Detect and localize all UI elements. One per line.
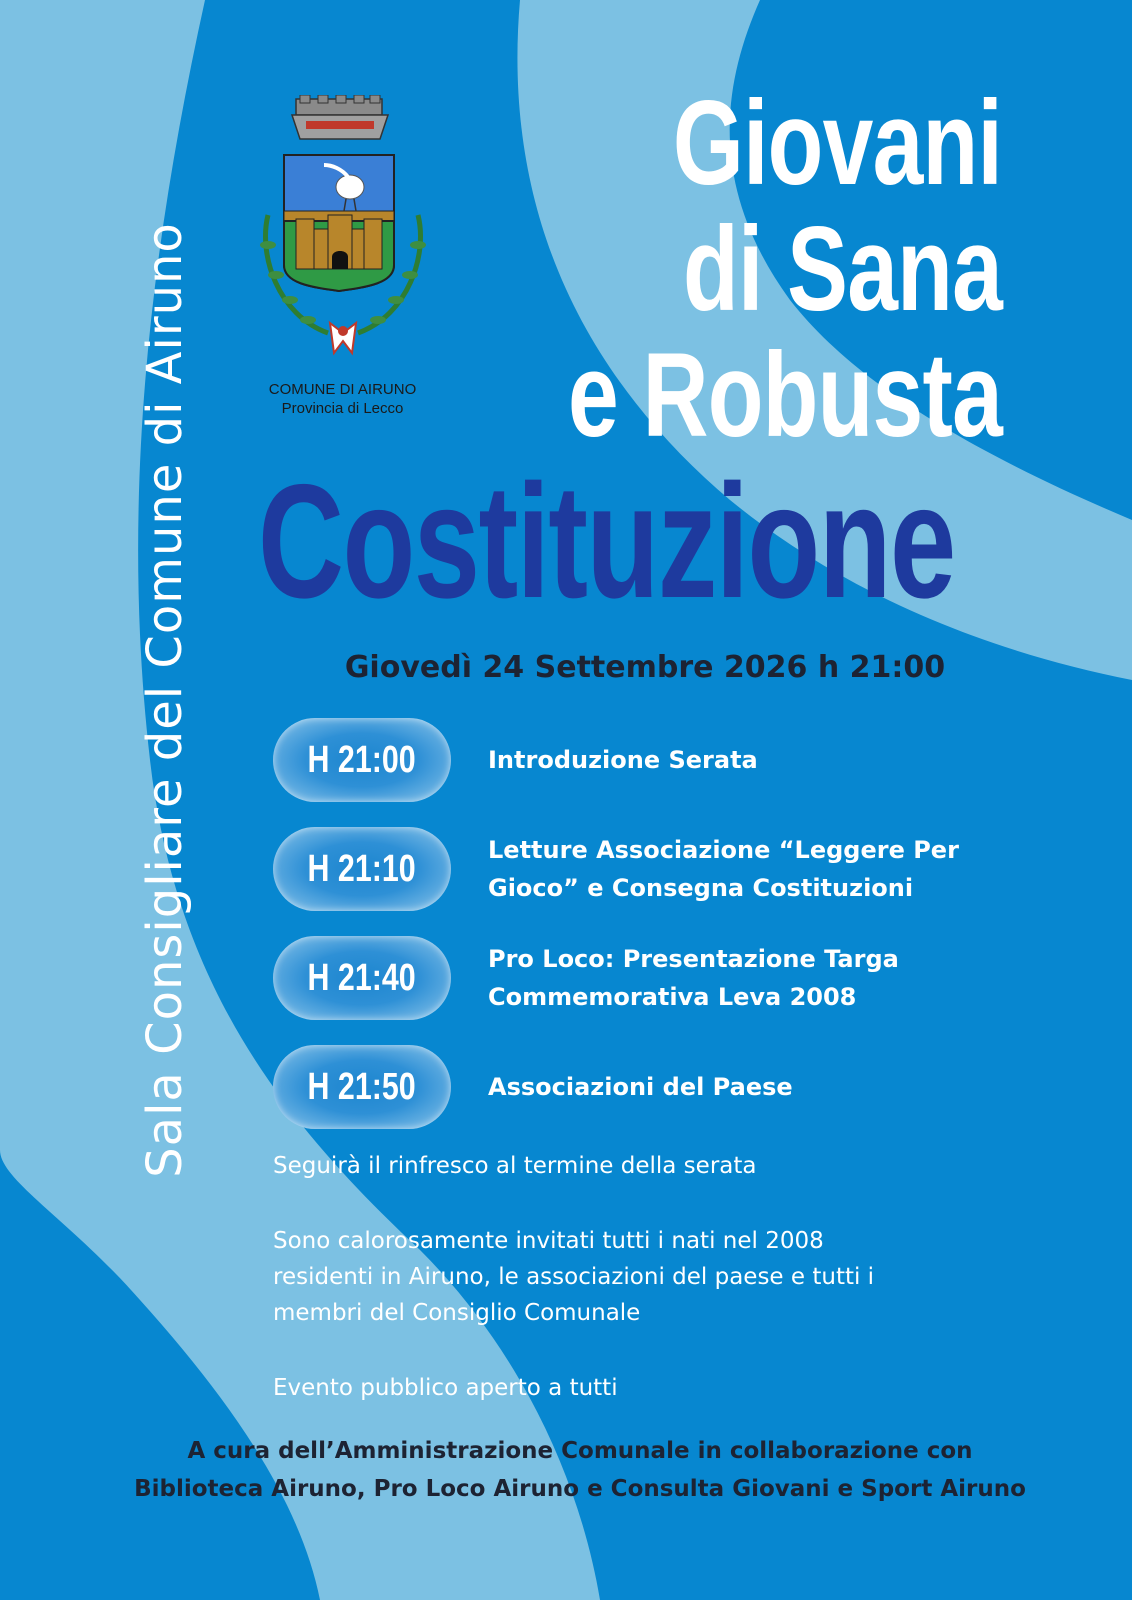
time-label: H 21:00 [307, 738, 417, 781]
side-venue-text: Sala Consigliare del Comune di Airuno [137, 222, 193, 1178]
title-line-1: Giovani [672, 76, 1002, 210]
title-highlight: Costituzione [258, 451, 955, 632]
footer-line-2: Biblioteca Airuno, Pro Loco Airuno e Consulta Giovani e Sport Airuno [134, 1476, 1026, 1502]
title-line-2: di Sana [682, 202, 1002, 336]
title-line-3: e Robusta [567, 328, 1002, 462]
crest-caption [235, 380, 450, 418]
schedule-item [273, 936, 1073, 1022]
invitation-note: Sono calorosamente invitati tutti i nati nel 2008 residenti in Airuno, le associazioni del paese e tutti i membri del Consiglio Comunale [273, 1228, 875, 1326]
event-date: Giovedì 24 Settembre 2026 h 21:00 [344, 650, 946, 685]
time-label: H 21:50 [307, 1065, 417, 1108]
crest-caption-province: Provincia di Lecco [281, 400, 404, 417]
event-title [567, 76, 1002, 462]
schedule-item [273, 827, 1073, 913]
time-badge [273, 1045, 451, 1129]
time-label: H 21:40 [307, 956, 417, 999]
schedule-description: Letture Associazione “Leggere Per Gioco” e Consegna Costituzioni [488, 836, 959, 902]
schedule-item [273, 718, 1073, 804]
time-badge [273, 936, 451, 1020]
footer-line-1: A cura dell’Amministrazione Comunale in collaborazione con [187, 1438, 973, 1464]
time-badge [273, 718, 451, 802]
municipal-crest-icon [248, 95, 438, 375]
schedule-description: Associazioni del Paese [488, 1073, 793, 1101]
time-label: H 21:10 [307, 847, 417, 890]
organizers-footer [100, 1432, 1060, 1508]
crest-caption-municipality: COMUNE DI AIRUNO [268, 381, 417, 398]
schedule-description: Pro Loco: Presentazione Targa Commemorativa Leva 2008 [488, 945, 899, 1011]
schedule-description: Introduzione Serata [488, 746, 758, 774]
time-badge [273, 827, 451, 911]
refreshment-note: Seguirà il rinfresco al termine della serata [273, 1153, 757, 1179]
schedule-item [273, 1045, 1073, 1131]
public-event-note: Evento pubblico aperto a tutti [273, 1375, 618, 1401]
